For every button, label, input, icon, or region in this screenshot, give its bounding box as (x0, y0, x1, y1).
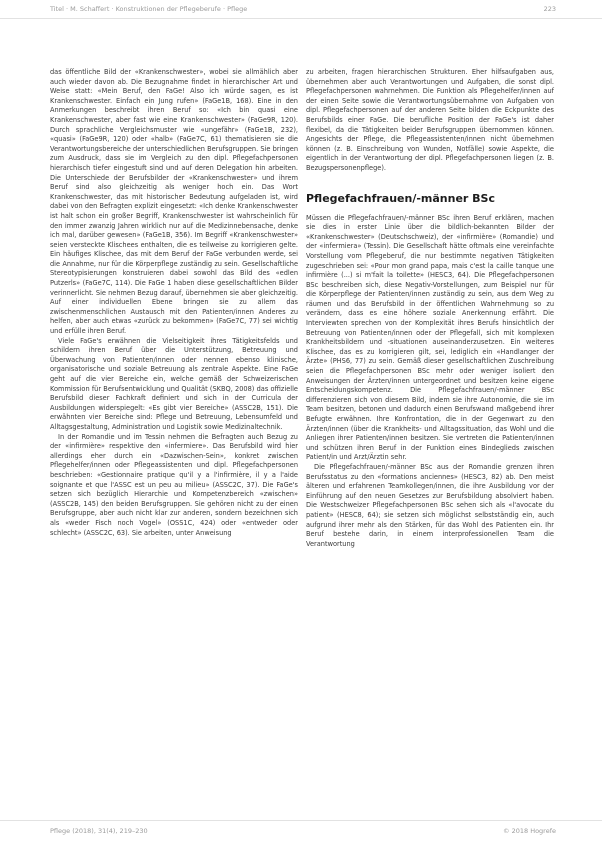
paragraph: zu arbeiten, fragen hierarchischen Strukturen. Eher hilfsaufgaben aus, übernehmen aber auch Verantwortungen und Aufgaben, die sonst dipl. Pflegefachpersonen wahrnehmen. Die Funktion als Pflegehelfer/innen auf der einen Seite sowie die Verantwortungsübernahme von Aufgaben von dipl. Pflegefachpersonen auf der anderen Seite bilden die Eckpunkte des Berufsbilds einer FaGe. Die berufliche Position der FaGe's ist daher flexibel, da die Tätigkeiten beider Berufsgruppen übernommen können. Angesichts der Pflege, die Pflegeassistenten/innen nicht übernehmen können (z. B. Einschreibung von Wunden, Notfälle) sowie Aspekte, die eigentlich in der Verantwortung der dipl. Pflegefachpersonen liegen (z. B. Bezugspersonenpflege). (306, 68, 554, 172)
running-title: Titel · M. Schaffert · Konstruktionen der Pflegeberufe · Pflege (50, 5, 248, 13)
right-column (306, 68, 554, 549)
page-header (0, 0, 602, 19)
paragraph: In der Romandie und im Tessin nehmen die Befragten auch Bezug zu der «infirmière» respektive den «infermiere». Das Berufsbild wird hier allerdings eher durch ein «Dazwischen-Sein», konkret zwischen Pflegehelfer/innen oder Pflegeassistenten und dipl. Pflegefachpersonen beschrieben: «Gestionnaire pratique qu'il y a l'infirmière, il y a l'aide soignante et que l'ASSC est un peu au milieu» (ASSC2C, 37). Die FaGe's setzen sich bezüglich Hierarchie und Kompetenzbereich «zwischen» (ASSC2B, 145) den beiden Berufsgruppen. Sie gehören nicht zu der einen Berufsgruppe, aber auch nicht klar zur anderen, sondern bezeichnen sich als «weder Fisch noch Vogel» (OSS1C, 424) oder «entweder oder schlecht» (ASSC2C, 63). Sie arbeiten, unter Anweisung (50, 432, 298, 537)
page-number: 223 (543, 5, 556, 13)
section-heading: Pflegefachfrauen/-männer BSc (306, 191, 495, 205)
paragraph: Viele FaGe's erwähnen die Vielseitigkeit ihres Tätigkeitsfelds und schildern ihren Beruf über die Unterstützung, Betreuung und Überwachung von Patienten/innen oder nennen ebenso klinische, organisatorische und soziale Betreuung als zentrale Aspekte. Eine FaGe geht auf die vier Bereiche ein, welche gemäß der Schweizerischen Kommission für Berufsentwicklung und Qualität (SKBQ, 2008) das offizielle Berufsbild dieser Fachkraft definiert und sich in der Curricula der Ausbildungen widerspiegelt: «Es gibt vier Bereiche» (ASSC2B, 151). Die erwähnten vier Bereiche sind: Pflege und Betreuung, Lebensumfeld und Alltagsgestaltung, Administration und Logistik sowie Medizinaltechnik. (50, 336, 298, 431)
paragraph: Die Pflegefachfrauen/-männer BSc aus der Romandie grenzen ihren Berufsstatus zu den «formations anciennes» (HESC3, 82) ab. Den meist älteren und erfahrenen Teamkollegen/innen, die ihre Ausbildung vor der Einführung auf den neuen Gesetzes zur Berufsbildung absolviert haben. Die Westschweizer Pflegefachpersonen BSc sehen sich als «l'avocate du patient» (HESC8, 64); sie setzen sich möglichst selbstständig ein, auch aufgrund ihrer mehr als den Stärken, für das Wohl des Patienten ein. Ihr Beruf bestehe darin, in einem interprofessionellen Team die Verantwortung (306, 462, 554, 548)
paragraph: Müssen die Pflegefachfrauen/-männer BSc ihren Beruf erklären, machen sie dies in erster Linie über die bildlich-bekannten Bilder der «Krankenschwester» (Deutschschweiz), der «infirmière» (Romandie) und der «infermiera» (Tessin). Die Gesellschaft hätte oftmals eine vereinfachte Vorstellung vom Pflegeberuf, die nur bestimmte negativen Tätigkeiten zugeschrieben sei: «Pour mon grand papa, mais c'est la caille tanque une infirmière (...) si m'fait la toilette» (HESC3, 64). Die Pflegefachpersonen BSc beschreiben sich, diese Negativ-Vorstellungen, zum Beispiel nur für die Körperpflege der Patienten/innen zuständig zu sein, aus dem Weg zu räumen und das Berufsbild in der öffentlichen Wahrnehmung so zu verändern, dass es eine höhere soziale Anerkennung erfährt. Die Interviewten sprechen von der Komplexität ihres Berufs hinsichtlich der Betreuung von Patienten/innen oder der Pflegefall, sich mit komplexen Krankheitsbildern und -situationen auseinanderzusetzen. Ein weiteres Klischee, das es zu korrigieren gilt, sei, lediglich ein «Handlanger der Ärzte» (PHS6, 77) zu sein. Gemäß dieser gesellschaftlichen Zuschreibung seien die Pflegefachpersonen BSc mehr oder weniger isoliert den Anweisungen der Ärzten/innen untergeordnet und besitzen keine eigene Entscheidungskompetenz. Die Pflegefachfrauen/-männer BSc differenzieren sich von diesem Bild, indem sie ihre Autonomie, die sie im Team besitzen, betonen und dadurch einen Berufswand maßgebend ihrer Befugte erwähnen. Ihre Konfrontation, die in der Gegenwart zu den Ärzten/innen (über die Krankheits- und Alltagssituation, das Wohl und die Anliegen ihrer Patienten/innen besitzen. Sie vertreten die Patienten/innen und schützen ihren Beruf in der Funktion eines Bindeglieds zwischen Patient/in und Arzt/Ärztin sehr. (306, 213, 554, 462)
paragraph: das öffentliche Bild der «Krankenschwester», wobei sie allmählich aber auch wieder davon ab. Die Bezugnahme findet in hierarchischer Art und Weise statt: «Mein Beruf, den FaGe! Also ich würde sagen, es ist Krankenschwester. Einfach ein Jung rufen» (FaGe1B, 168). Eine in den Anmerkungen beschreibt ihren Beruf so: «Ich bin quasi eine Krankenschwester, aber fast wie eine Krankenschwester» (FaGe9R, 120). Durch sprachliche Vergleichsmuster wie «ungefähr» (FaGe1B, 232), «quasi» (FaGe9R, 120) oder «halb» (FaGe7C, 61) thematisieren sie die Verantwortungsbereiche der unterschiedlichen Berufsgruppen. Sie bringen zum Ausdruck, dass sie im Vergleich zu den dipl. Pflegefachpersonen hierarchisch tiefer eingestuft sind und auf deren Delegation hin arbeiten. Die Unterschiede der Berufsbilder der «Krankenschwester» und ihrem Beruf sind also gleichzeitig als weniger hoch ein. Das Wort Krankenschwester, das mit historischer Bedeutung aufgeladen ist, wird dabei von den Befragten explizit eingesetzt: «Ich denke Krankenschwester ist halt schon ein großer Begriff, Krankenschwester ist wahrscheinlich für den immer zwanzig Jahren wirklich nur auf die Medizinnebensache, denke ich mal, darüber gewesen» (FaGe1B, 356). Im Begriff «Krankenschwester» seien versteckte Klischees enthalten, die es teilweise zu korrigieren gelte. Ein häufiges Klischee, das mit dem Beruf der FaGe verbunden werde, sei die Annahme, nur für die Körperpflege zuständig zu sein. Gesellschaftliche Stereotypisierungen konstruieren dabei sowohl das Bild des «edlen Putzerls» (FaGe7C, 114). Die FaGe 1 haben diese gesellschaftlichen Bilder verinnerlicht. Sie nehmen Bezug darauf, übernehmen sie aber gleichzeitig. Auf einer individuellen Ebene bringen sie zu allem das zwischenmenschlichen Austausch mit den Patienten/innen Anderes zu helfen, aber auch etwas «zurück zu bekommen» (FaGe7C, 77) sei wichtig und erfülle ihren Beruf. (50, 68, 298, 336)
copyright: © 2018 Hogrefe (503, 827, 556, 835)
journal-citation: Pflege (2018), 31(4), 219–230 (50, 827, 148, 835)
left-column (50, 68, 298, 538)
page-footer (0, 820, 602, 841)
